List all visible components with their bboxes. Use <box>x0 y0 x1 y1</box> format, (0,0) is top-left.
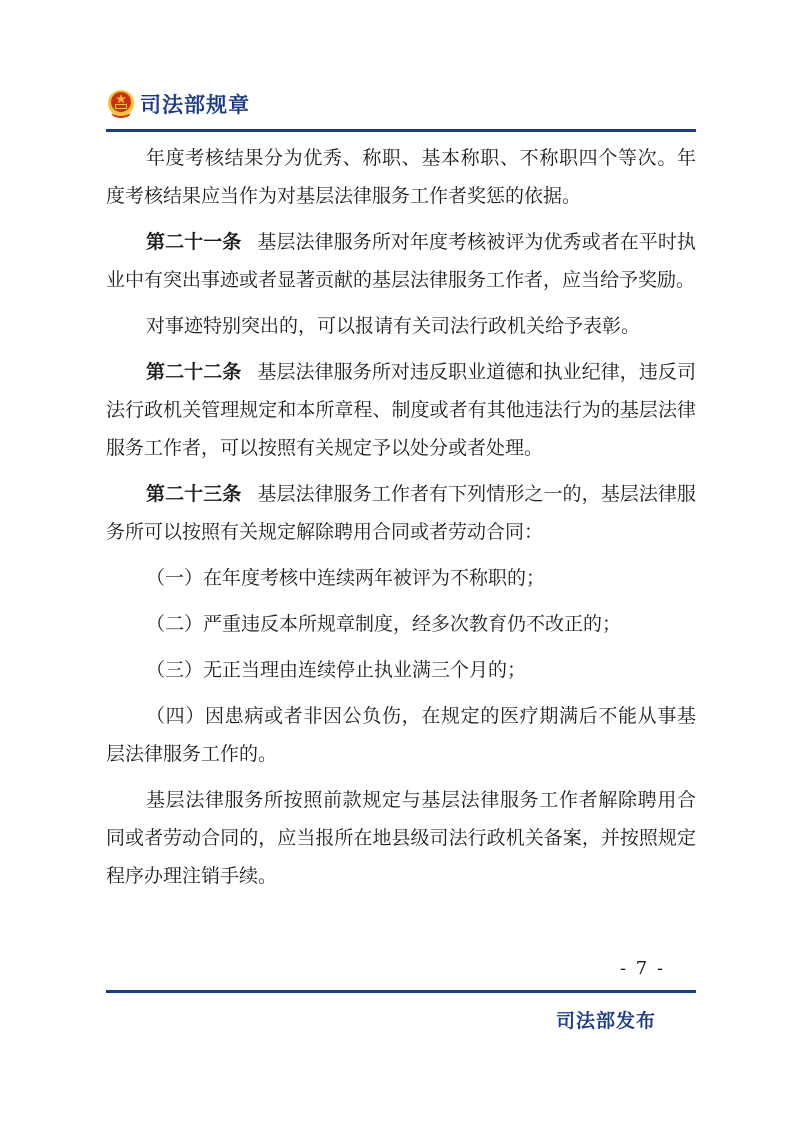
article-number: 第二十三条 <box>146 483 242 505</box>
page-number: - 7 - <box>620 958 666 979</box>
list-item: （四）因患病或者非因公负伤，在规定的医疗期满后不能从事基层法律服务工作的。 <box>106 705 696 765</box>
article-21: 第二十一条 基层法律服务所对年度考核被评为优秀或者在平时执业中有突出事迹或者显著贡献的基层法律服务工作者，应当给予奖励。 <box>106 231 696 291</box>
article-23: 第二十三条 基层法律服务工作者有下列情形之一的，基层法律服务所可以按照有关规定解除聘用合同或者劳动合同： <box>106 483 696 543</box>
footer-publisher: 司法部发布 <box>556 1010 657 1032</box>
footer-divider <box>106 990 696 993</box>
national-emblem-icon <box>106 89 136 119</box>
paragraph: 对事迹特别突出的，可以报请有关司法行政机关给予表彰。 <box>146 315 641 337</box>
header-divider <box>106 129 696 132</box>
list-item: （二）严重违反本所规章制度，经多次教育仍不改正的； <box>146 613 622 635</box>
list-item: （一）在年度考核中连续两年被评为不称职的； <box>146 567 546 589</box>
page-header <box>106 84 250 124</box>
list-item: （三）无正当理由连续停止执业满三个月的； <box>146 659 527 681</box>
article-number: 第二十二条 <box>146 361 242 383</box>
paragraph: 基层法律服务所按照前款规定与基层法律服务工作者解除聘用合同或者劳动合同的，应当报所在地县级司法行政机关备案，并按照规定程序办理注销手续。 <box>106 789 696 887</box>
paragraph: 年度考核结果分为优秀、称职、基本称职、不称职四个等次。年度考核结果应当作为对基层法律服务工作者奖惩的依据。 <box>106 147 696 207</box>
article-22: 第二十二条 基层法律服务所对违反职业道德和执业纪律，违反司法行政机关管理规定和本所章程、制度或者有其他违法行为的基层法律服务工作者，可以按照有关规定予以处分或者处理。 <box>106 361 696 459</box>
article-number: 第二十一条 <box>146 231 242 253</box>
header-title: 司法部规章 <box>140 93 250 117</box>
document-body <box>106 139 696 895</box>
